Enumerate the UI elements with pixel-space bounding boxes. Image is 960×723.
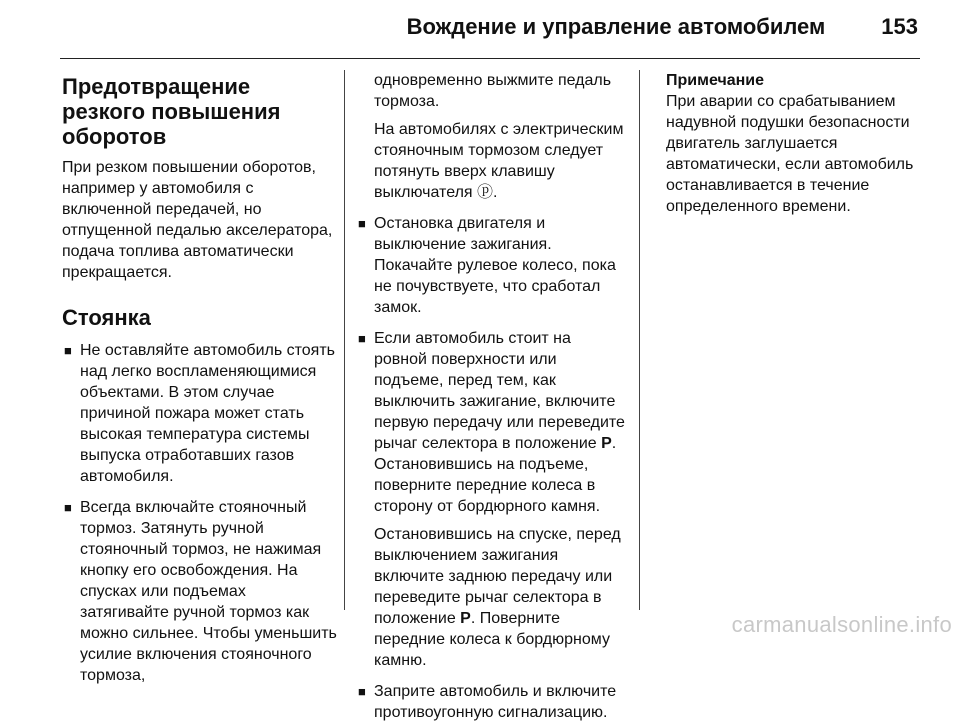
rpm-paragraph: При резком повышении оборотов, например у автомобиля с включенной передачей, но отпущенной педалью акселератора, подача топлива автоматически прекращается. (62, 159, 333, 281)
continued-text: одновременно выжмите педаль тормоза. (374, 72, 612, 110)
list-item-text: Заприте автомобиль и включите противоугонную сигнализацию. (374, 683, 617, 721)
list-item-text-a: Если автомобиль стоит на ровной поверхности или подъеме, перед тем, как выключить зажигание, включите первую передачу или переведите рычаг селектора в положение (374, 330, 625, 452)
note-text: При аварии со срабатыванием надувной подушки безопасности двигатель заглушается автоматически, если автомобиль останавливается в течение определенного времени. (666, 93, 914, 215)
page-number: 153 (881, 14, 918, 39)
header-rule (60, 58, 920, 59)
gear-p-label: P (601, 435, 612, 452)
section-heading-parking: Стоянка (62, 305, 151, 330)
slope-text-a: Остановившись на спуске, перед выключением зажигания включите заднюю передачу или переведите рычаг селектора в положение (374, 526, 621, 627)
watermark: carmanualsonline.info (731, 612, 952, 637)
list-item-text: Всегда включайте стояночный тормоз. Затянуть ручной стояночный тормоз, не нажимая кнопку его освобождения. На спусках или подъемах затягивайте ручной тормоз как можно сильнее. Чтобы уменьшить усилие включения стояночного тормоза, (80, 499, 337, 684)
list-item-text-b: . Остановившись на подъеме, поверните передние колеса в сторону от бордюрного камня. (374, 435, 617, 515)
column-2 (356, 70, 628, 723)
slope-paragraph (356, 524, 628, 671)
note-title: Примечание (666, 72, 765, 89)
electric-brake-paragraph: На автомобилях с электрическим стояночным тормозом следует потянуть вверх клавишу выключателя ⓟ. (374, 121, 624, 201)
column-divider-2 (639, 70, 640, 610)
column-divider-1 (344, 70, 345, 610)
header-title: Вождение и управление автомобилем (406, 14, 826, 39)
gear-p-label: P (460, 610, 471, 627)
column-3 (666, 70, 926, 217)
list-item (356, 213, 628, 318)
list-item (356, 681, 628, 723)
bullet-icon: ■ (358, 216, 366, 231)
column-1 (62, 70, 338, 686)
section-heading-rpm: Предотвращение резкого повышения оборотов (62, 74, 281, 149)
page-header (407, 14, 918, 40)
slope-text-b: . Поверните передние колеса к бордюрному камню. (374, 610, 610, 669)
list-item-text: Остановка двигателя и выключение зажигания. Покачайте рулевое колесо, пока не почувствуете, что сработал замок. (374, 215, 616, 316)
bullet-icon: ■ (358, 684, 366, 699)
list-item (62, 340, 338, 487)
list-item (356, 328, 628, 517)
list-item-text: Не оставляйте автомобиль стоять над легко воспламеняющимися объектами. В этом случае причиной пожара может стать высокая температура системы выпуска отработавших газов автомобиля. (80, 342, 335, 485)
bullet-icon: ■ (64, 500, 72, 515)
bullet-icon: ■ (358, 331, 366, 346)
list-item (62, 497, 338, 686)
bullet-icon: ■ (64, 343, 72, 358)
